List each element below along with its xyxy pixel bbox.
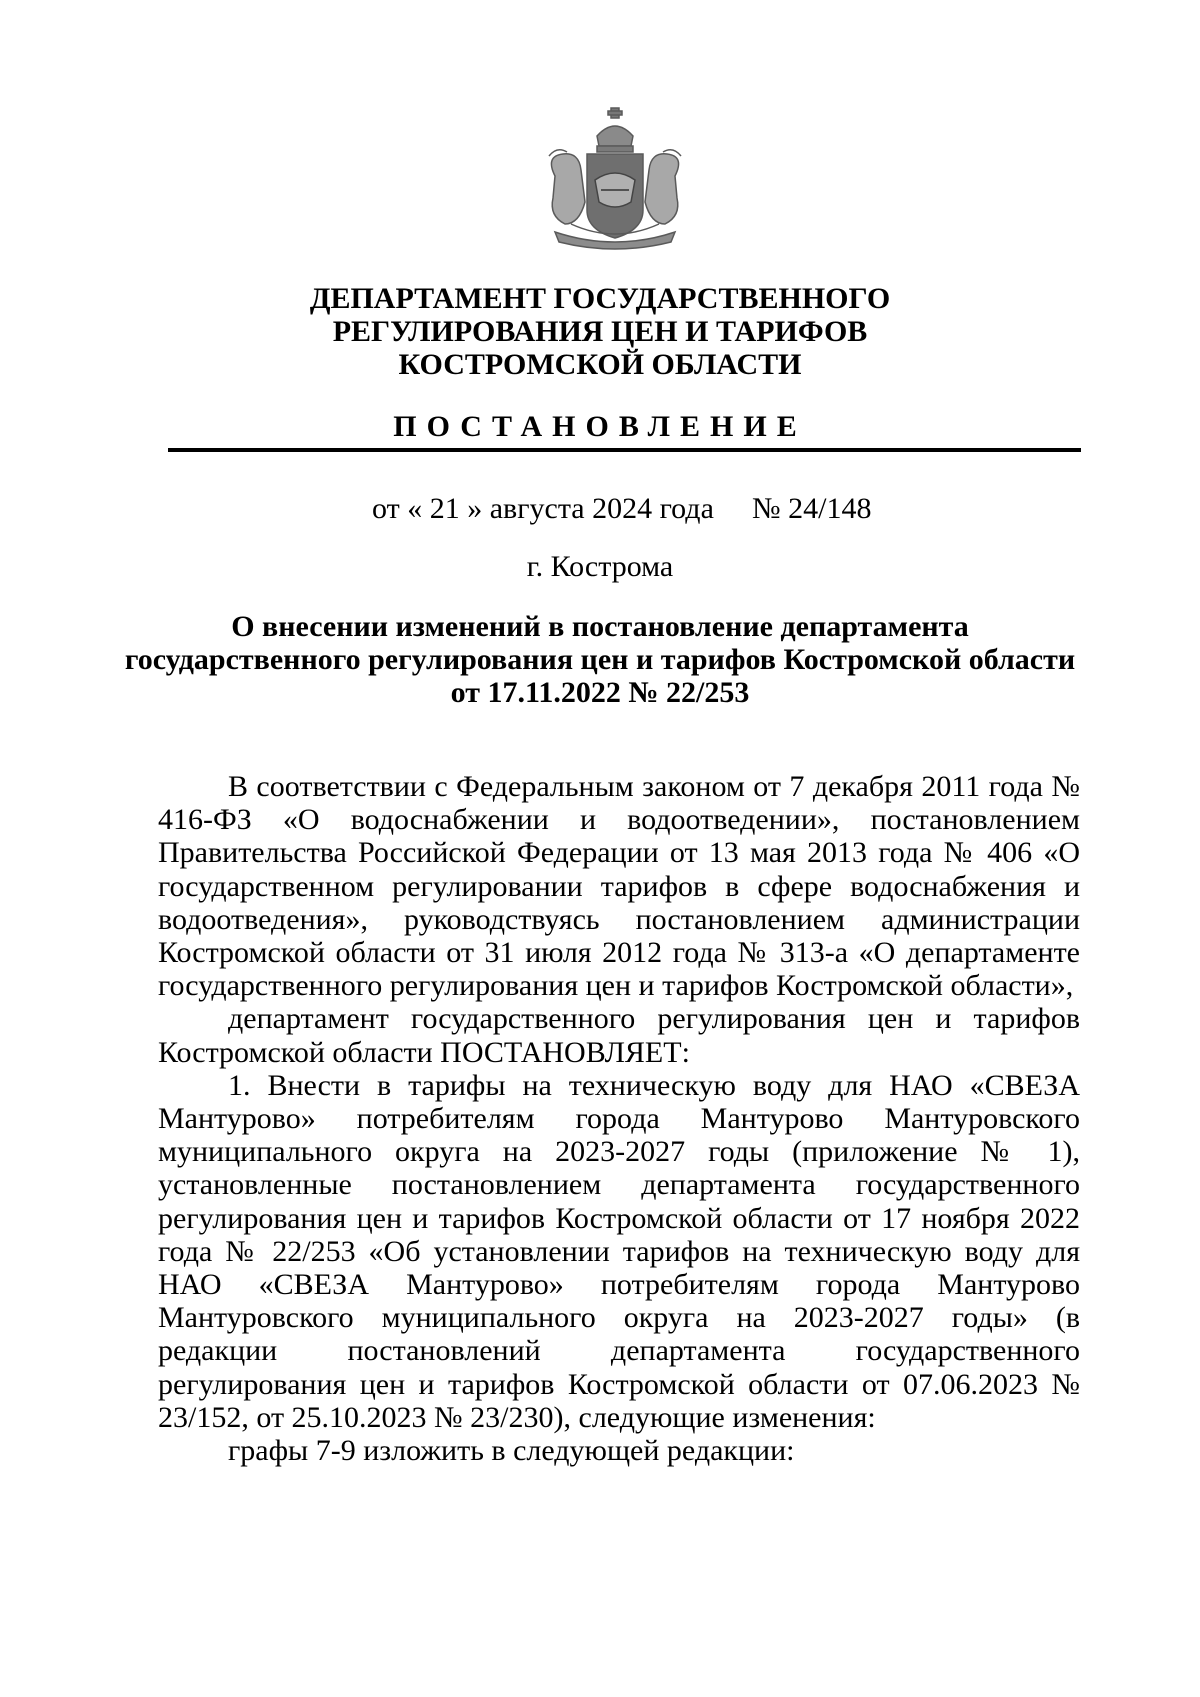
- department-name-line2: РЕГУЛИРОВАНИЯ ЦЕН И ТАРИФОВ: [332, 315, 868, 348]
- decree-number: № 24/148: [752, 492, 872, 525]
- subject-line2: государственного регулирования цен и тарифов Костромской области: [124, 643, 1076, 676]
- department-header: [0, 282, 1200, 381]
- subject-line3: от 17.11.2022 № 22/253: [450, 676, 750, 709]
- body-paragraph-columns: графы 7-9 изложить в следующей редакции:: [228, 1434, 795, 1468]
- body-paragraph-preamble: В соответствии с Федеральным законом от 7 декабря 2011 года № 416-ФЗ «О водоснабжении и водоотведении», постановлением Правительства Российской Федерации от 13 мая 2013 года № 406 «О государственном регулировании тарифов в сфере водоснабжения и водоотведения», руководствуясь постановлением администрации Костромской области от 31 июля 2012 года № 313-а «О департаменте государственного регулирования цен и тарифов Костромской области»,: [158, 770, 1080, 1003]
- decree-title: ПОСТАНОВЛЕНИЕ: [393, 410, 807, 443]
- decree-subject: [0, 610, 1200, 709]
- body-paragraph-resolves: департамент государственного регулирования цен и тарифов Костромской области ПОСТАНОВЛЯЕТ:: [158, 1002, 1080, 1069]
- decree-body: [158, 770, 1080, 1467]
- body-paragraph-item-1: 1. Внести в тарифы на техническую воду для НАО «СВЕЗА Мантурово» потребителям города Мантурово Мантуровского муниципального округа на 2023-2027 годы (приложение № 1), установленные постановлением департамента государственного регулирования цен и тарифов Костромской области от 17 ноября 2022 года № 22/253 «Об установлении тарифов на техническую воду для НАО «СВЕЗА Мантурово» потребителям города Мантурово Мантуровского муниципального округа на 2023-2027 годы» (в редакции постановлений департамента государственного регулирования цен и тарифов Костромской области от 07.06.2023 № 23/152, от 25.10.2023 № 23/230), следующие изменения:: [158, 1068, 1080, 1434]
- header-divider: [168, 448, 1081, 452]
- subject-line1: О внесении изменений в постановление департамента: [231, 610, 969, 643]
- decree-date: от « 21 » августа 2024 года: [372, 492, 714, 525]
- city-name: г. Кострома: [526, 550, 674, 583]
- coat-of-arms-icon: [535, 106, 695, 254]
- department-name-line1: ДЕПАРТАМЕНТ ГОСУДАРСТВЕННОГО: [309, 282, 891, 315]
- department-name-line3: КОСТРОМСКОЙ ОБЛАСТИ: [398, 348, 802, 381]
